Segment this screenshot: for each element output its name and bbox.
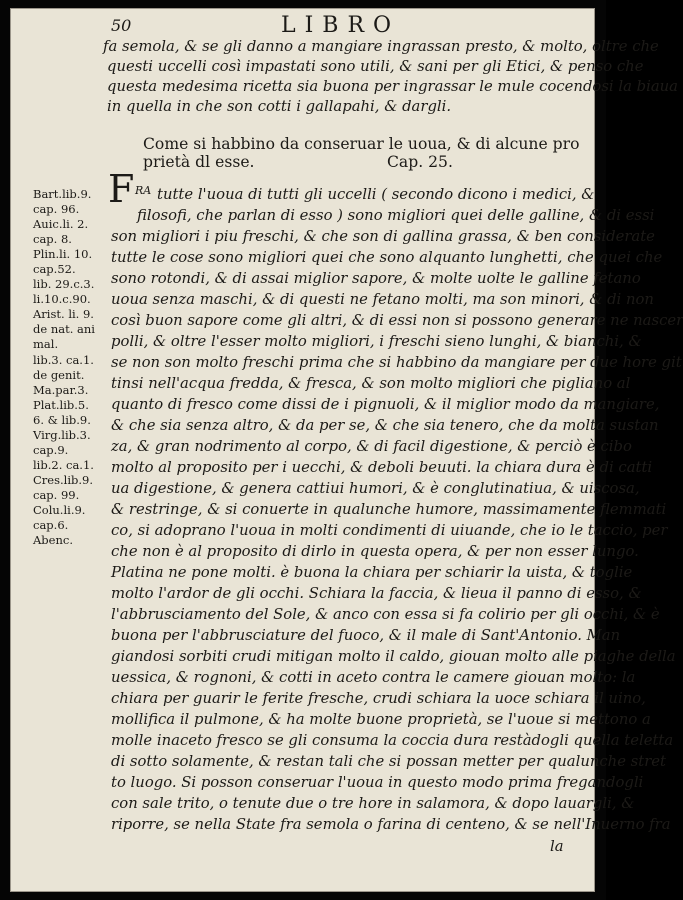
margin-note: lib.2. ca.1. [33,458,94,472]
margin-note: Colu.li.9. [33,503,86,517]
margin-note: Arist. li. 9. [33,307,94,321]
text-line: ua digestione, & genera cattiui humori, & è conglutinatiua, & uiscosa, [111,480,640,497]
text-line: giandosi sorbiti crudi mitigan molto il caldo, giouan molto alle piaghe della [111,648,676,665]
text-line: tinsi nell'acqua fredda, & fresca, & son molto migliori che pigliano al [111,375,631,392]
text-line: uoua senza maschi, & di questi ne fetano molti, ma son minori, & di non [111,291,654,308]
margin-note: 6. & lib.9. [33,413,91,427]
text-line: così buon sapore come gli altri, & di essi non si possono generare ne nascer [111,312,683,329]
margin-note: cap. 96. [33,202,80,216]
text-line: filosofi, che parlan di esso ) sono migliori quei delle galline, & di essi [137,207,655,224]
chapter-number: Cap. 25. [387,153,453,171]
text-line: l'abbrusciamento del Sole, & anco con essa si fa colirio per gli occhi, & è [111,606,660,623]
margin-note: Virg.lib.3. [33,428,91,442]
text-line: Platina ne pone molti. è buona la chiara per schiarir la uista, & toglie [111,564,633,581]
text-line: za, & gran nodrimento al corpo, & di facil digestione, & perciò è cibo [111,438,632,455]
margin-note: Plat.lib.5. [33,398,89,412]
drop-cap-rest: RA [135,184,152,197]
margin-note: cap. 8. [33,232,72,246]
margin-note: Abenc. [33,533,73,547]
text-line: tutte le cose sono migliori quei che sono alquanto lunghetti, che quei che [111,249,663,266]
margin-note: cap.52. [33,262,76,276]
text-line: con sale trito, o tenute due o tre hore in salamora, & dopo lauargli, & [111,795,635,812]
margin-note: lib. 29.c.3. [33,277,95,291]
text-line: chiara per guarir le ferite fresche, crudi schiara la uoce schiara il uino, [111,690,646,707]
text-line: sono rotondi, & di assai miglior sapore, & molte uolte le galline fetano [111,270,641,287]
text-line: riporre, se nella State fra semola o farina di centeno, & se nell'Inuerno fra [111,816,671,833]
text-line: fa semola, & se gli danno a mangiare ingrassan presto, & molto, oltre che [103,38,659,55]
text-line: uessica, & rognoni, & cotti in aceto contra le camere giouan molto: la [111,669,636,686]
margin-note: cap.9. [33,443,69,457]
text-line: buona per l'abbrusciature del fuoco, & il male di Sant'Antonio. Man [111,627,621,644]
text-line: questi uccelli così impastati sono utili, & sani per gli Etici, & penso che [107,58,644,75]
chapter-title: Come si habbino da conseruar le uoua, & di alcune pro [143,135,580,153]
chapter-title-cont: prietà dl esse. [143,153,255,171]
text-line: & restringe, & si conuerte in qualunche humore, massimamente flemmati [111,501,667,518]
text-line: questa medesima ricetta sia buona per ingrassar le mule cocendosi la biaua [107,78,678,95]
page-number: 50 [111,16,132,35]
margin-note: Ma.par.3. [33,383,89,397]
margin-note: Auic.li. 2. [33,217,89,231]
text-line: mollifica il pulmone, & ha molte buone proprietà, se l'uoue si mettono a [111,711,651,728]
text-line: in quella in che son cotti i gallapahi, & dargli. [107,98,452,115]
text-line: molto l'ardor de gli occhi. Schiara la faccia, & lieua il panno di esso, & [111,585,642,602]
text-line: to luogo. Si posson conseruar l'uoua in questo modo prima fregandogli [111,774,644,791]
book-page [10,8,683,892]
margin-note: li.10.c.90. [33,292,91,306]
margin-note: Bart.lib.9. [33,187,92,201]
text-line: se non son molto freschi prima che si habbino da mangiare per due hore git [111,354,682,371]
text-line: molle inaceto fresco se gli consuma la coccia dura restàdogli quella teletta [111,732,674,749]
drop-cap: F [108,167,135,211]
text-line: quanto di fresco come dissi de i pignuoli, & il miglior modo da mangiare, [111,396,660,413]
text-line: di sotto solamente, & restan tali che si possan metter per qualunche stret [111,753,666,770]
text-line: co, si adoprano l'uoua in molti condimenti di uiuande, che io le taccio, per [111,522,668,539]
margin-note: lib.3. ca.1. [33,353,94,367]
text-line: che non è al proposito di dirlo in questa opera, & per non esser lungo. [111,543,639,560]
margin-note: cap.6. [33,518,69,532]
margin-note: Plin.li. 10. [33,247,93,261]
text-line: & che sia senza altro, & da per se, & che sia tenero, che da molta sustan [111,417,659,434]
margin-note: Cres.lib.9. [33,473,94,487]
text-line: molto al proposito per i uecchi, & deboli beuuti. la chiara dura è di catti [111,459,653,476]
catchword: la [550,838,564,855]
text-line: polli, & oltre l'esser molto migliori, i freschi sieno lunghi, & bianchi, & [111,333,642,350]
margin-note: cap. 99. [33,488,80,502]
running-head: LIBRO [281,13,401,38]
margin-note: mal. [33,337,59,351]
margin-note: de genit. [33,368,85,382]
text-line: son migliori i piu freschi, & che son di gallina grassa, & ben considerate [111,228,655,245]
text-line: tutte l'uoua di tutti gli uccelli ( secondo dicono i medici, & [157,186,595,203]
margin-note: de nat. ani [33,322,95,336]
